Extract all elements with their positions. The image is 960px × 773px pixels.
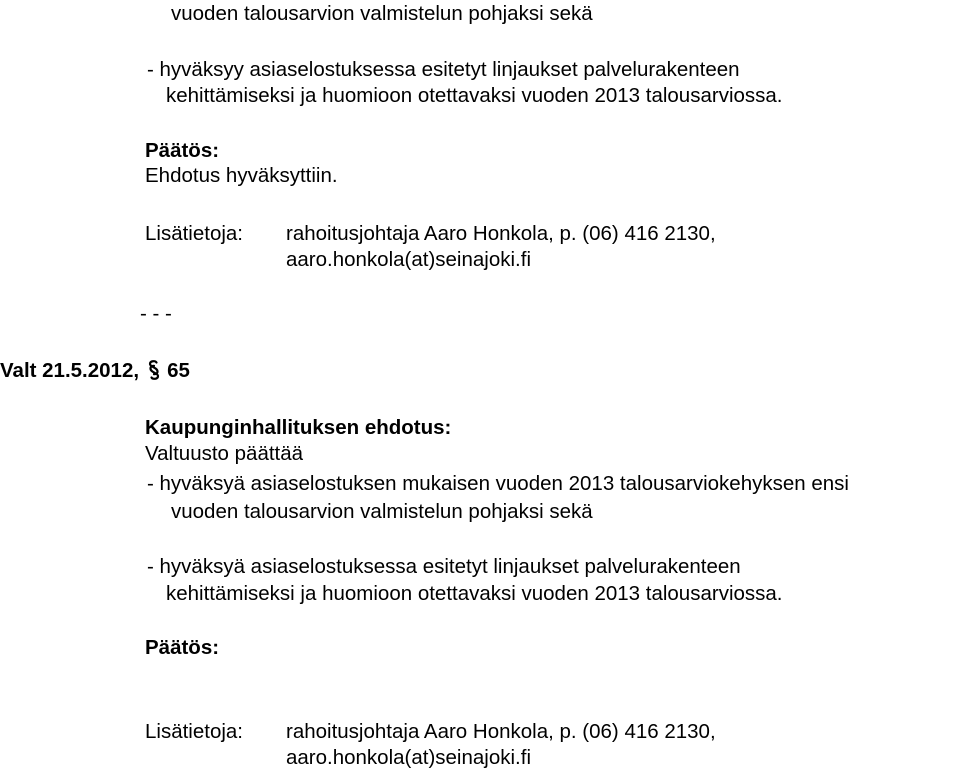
proposal-heading: Kaupunginhallituksen ehdotus: xyxy=(145,416,452,439)
decision-text: Ehdotus hyväksyttiin. xyxy=(145,164,338,187)
info-contact-line2: aaro.honkola(at)seinajoki.fi xyxy=(286,248,531,271)
proposal-bullet2-line1: - hyväksyä asiaselostuksessa esitetyt linjaukset palvelurakenteen xyxy=(147,555,741,578)
bullet1-continued-text: vuoden talousarvion valmistelun pohjaksi sekä xyxy=(171,2,593,25)
meeting-reference-date: Valt 21.5.2012, xyxy=(0,359,140,382)
info-contact-line1-2: rahoitusjohtaja Aaro Honkola, p. (06) 416 2130, xyxy=(286,720,716,743)
section-separator: - - - xyxy=(140,302,172,325)
decision-heading-2: Päätös: xyxy=(145,636,220,659)
info-contact-line2-2: aaro.honkola(at)seinajoki.fi xyxy=(286,746,531,769)
info-contact-line1: rahoitusjohtaja Aaro Honkola, p. (06) 416 2130, xyxy=(286,222,716,245)
proposal-bullet1-line2: vuoden talousarvion valmistelun pohjaksi sekä xyxy=(171,500,593,523)
info-label-2: Lisätietoja: xyxy=(145,720,244,743)
bullet2-line2: kehittämiseksi ja huomioon otettavaksi vuoden 2013 talousarviossa. xyxy=(166,84,783,107)
meeting-reference xyxy=(0,359,190,383)
info-label: Lisätietoja: xyxy=(145,222,244,245)
proposal-intro: Valtuusto päättää xyxy=(145,442,304,465)
decision-heading: Päätös: xyxy=(145,139,220,162)
proposal-bullet1-line1: - hyväksyä asiaselostuksen mukaisen vuoden 2013 talousarviokehyksen ensi xyxy=(147,472,849,495)
bullet2-line1: - hyväksyy asiaselostuksessa esitetyt linjaukset palvelurakenteen xyxy=(147,58,740,81)
proposal-bullet2-line2: kehittämiseksi ja huomioon otettavaksi vuoden 2013 talousarviossa. xyxy=(166,582,783,605)
meeting-reference-number: 65 xyxy=(167,359,190,382)
paragraph-section-icon xyxy=(145,359,163,381)
